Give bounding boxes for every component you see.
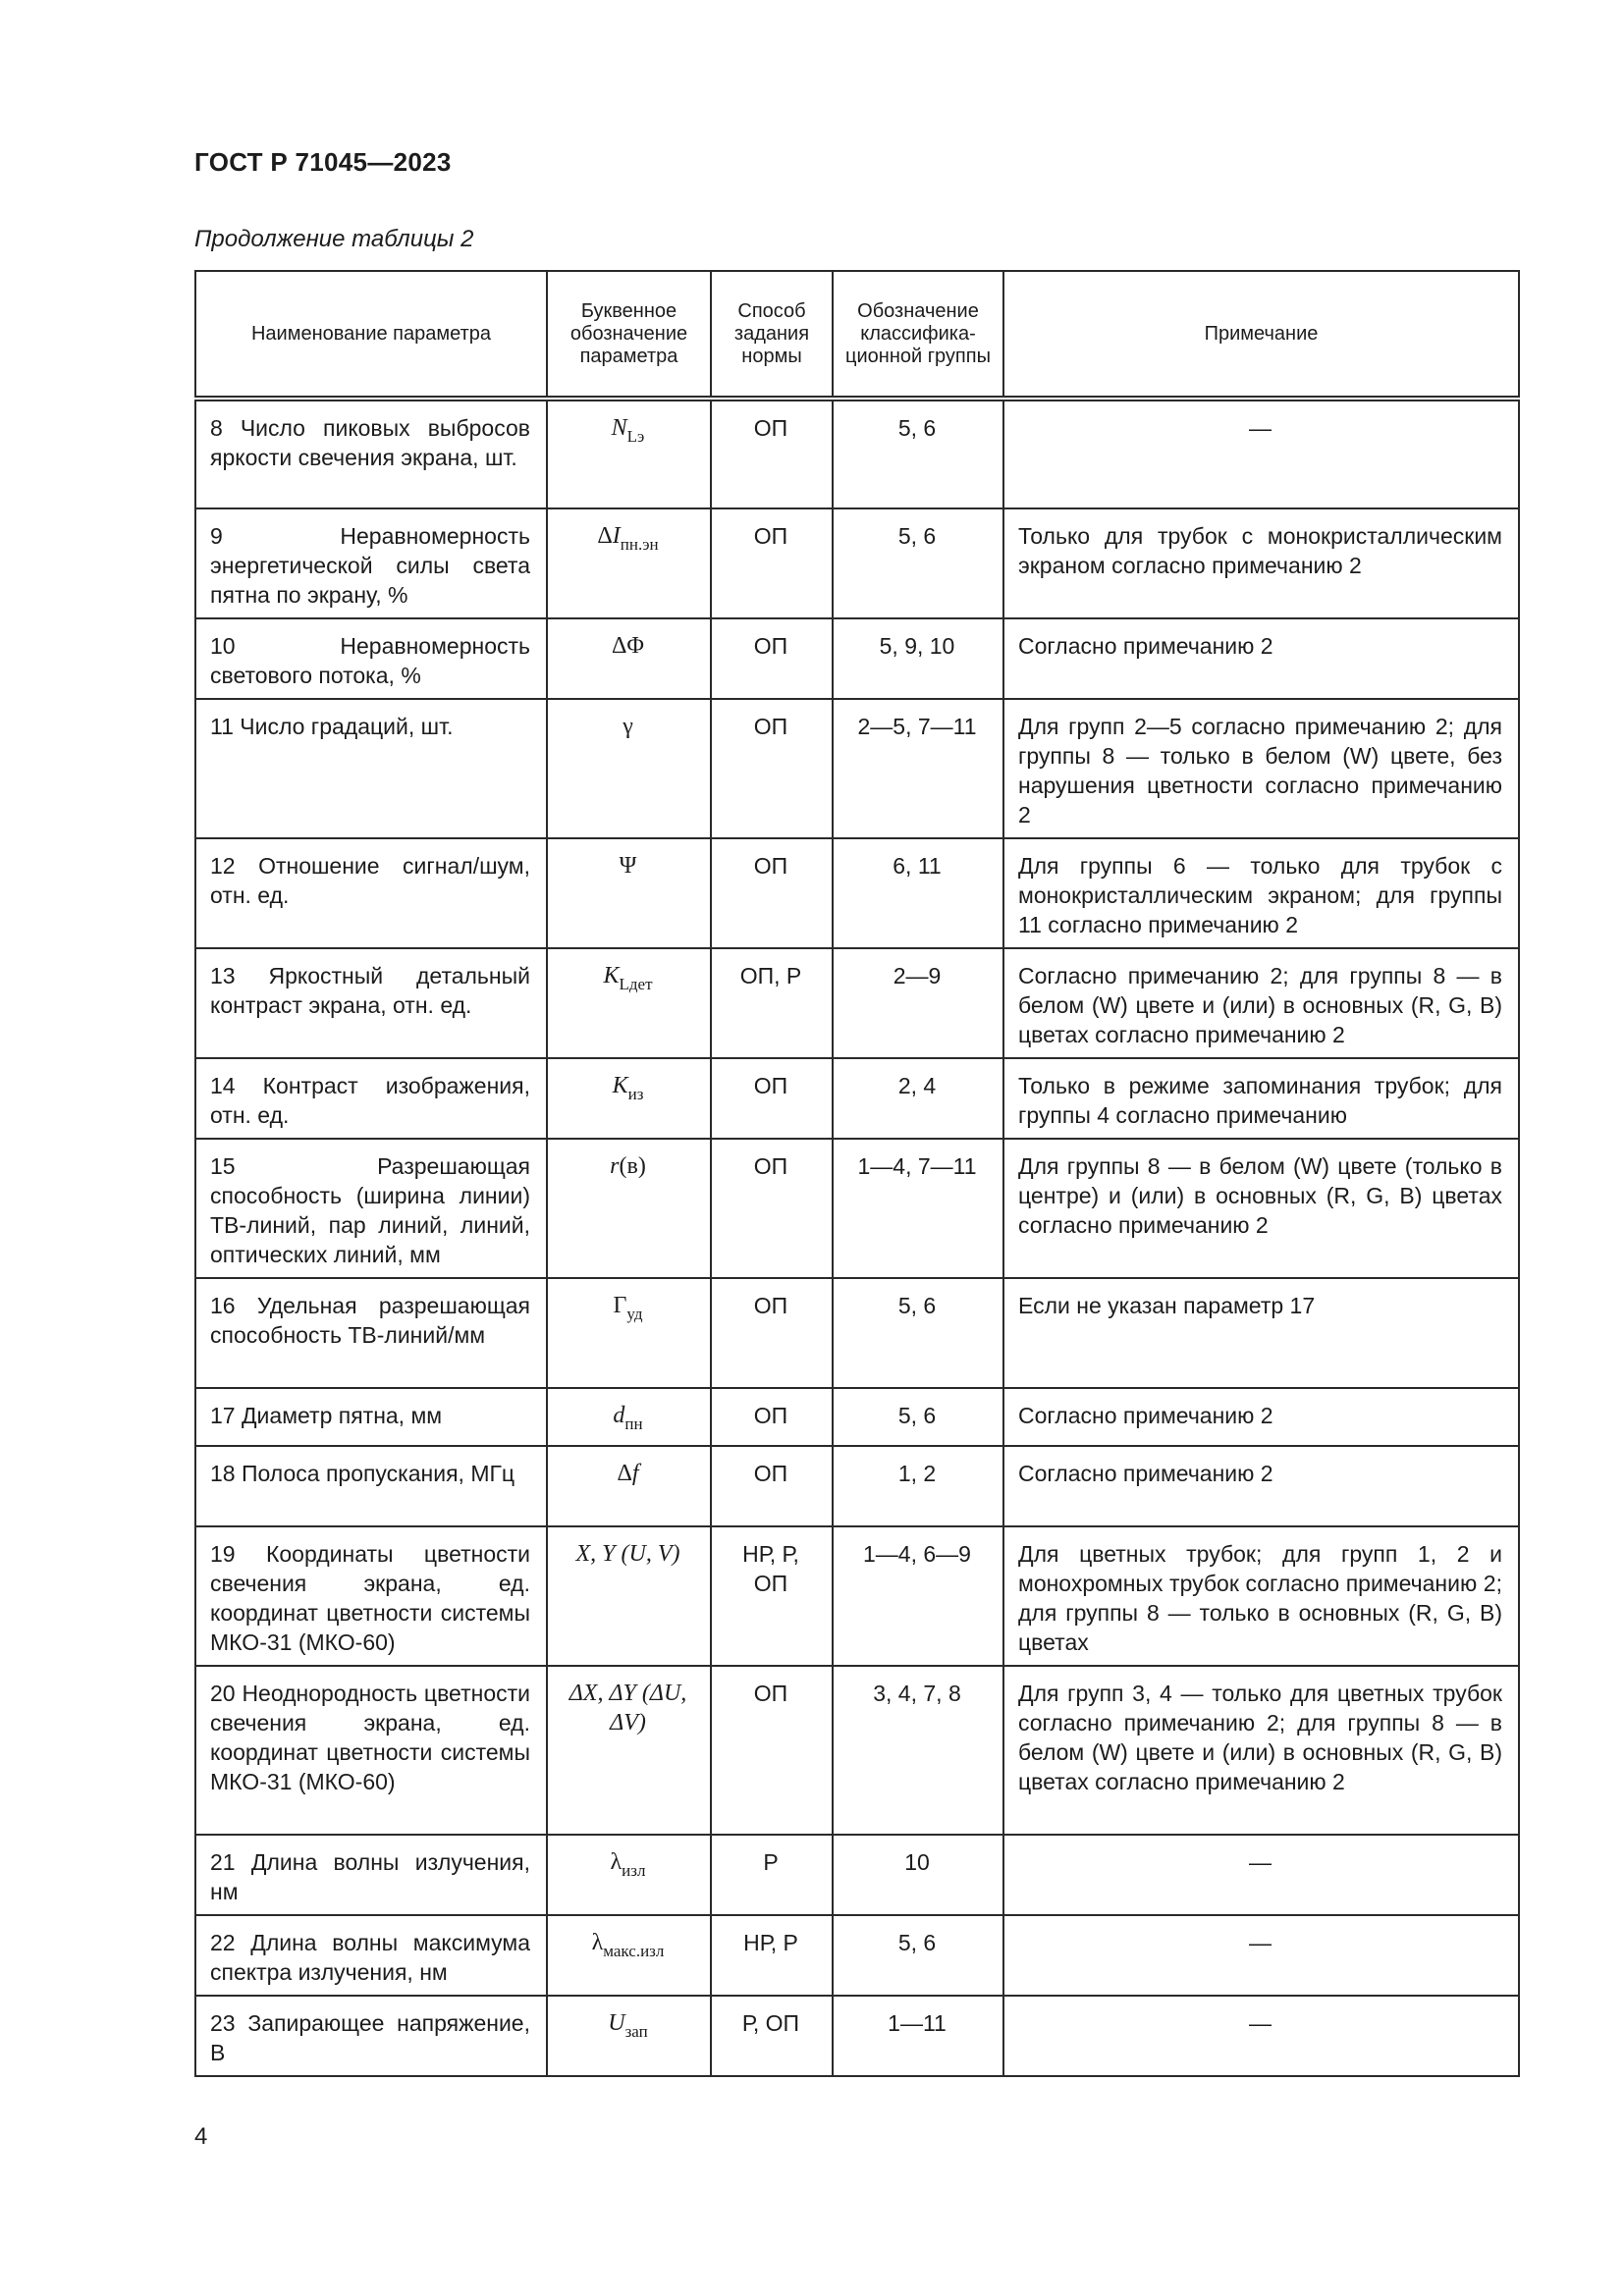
symbol-prefix: Ψ <box>619 853 637 879</box>
class-group: 1—4, 6—9 <box>833 1526 1003 1666</box>
table-row <box>195 1915 1519 1996</box>
symbol-base: N <box>611 415 627 441</box>
class-group: 2—5, 7—11 <box>833 699 1003 838</box>
table-header-row <box>195 271 1519 399</box>
symbol-prefix: λ <box>591 1930 604 1955</box>
parameter-name: 23 Запирающее напряжение, В <box>195 1996 547 2076</box>
table-row <box>195 508 1519 618</box>
table-row <box>195 948 1519 1058</box>
symbol-prefix: γ <box>623 714 633 739</box>
parameter-symbol <box>547 1996 711 2076</box>
parameter-symbol <box>547 1446 711 1526</box>
class-group: 2—9 <box>833 948 1003 1058</box>
class-group: 10 <box>833 1835 1003 1915</box>
norm-method: ОП <box>711 618 833 699</box>
symbol-subscript: зап <box>624 2022 648 2041</box>
column-header: Способ задания нормы <box>711 271 833 399</box>
table-body <box>195 399 1519 2076</box>
document-title: ГОСТ Р 71045—2023 <box>194 147 452 177</box>
norm-method: ОП <box>711 1139 833 1278</box>
parameter-name: 20 Неоднородность цветности свечения экрана, ед. координат цветности системы МКО-31 (МКО-60) <box>195 1666 547 1835</box>
symbol-prefix: Δ <box>597 523 613 549</box>
parameter-name: 12 Отношение сигнал/шум, отн. ед. <box>195 838 547 948</box>
symbol-base: r <box>610 1153 620 1179</box>
symbol-base: U <box>608 2010 625 2036</box>
parameter-symbol <box>547 1058 711 1139</box>
class-group: 6, 11 <box>833 838 1003 948</box>
symbol-prefix: λ <box>610 1849 623 1875</box>
table-row <box>195 1058 1519 1139</box>
table-row <box>195 1666 1519 1835</box>
norm-method: НР, Р, ОП <box>711 1526 833 1666</box>
symbol-base: K <box>612 1073 628 1098</box>
table-caption: Продолжение таблицы 2 <box>194 226 474 252</box>
parameter-name: 14 Контраст изображения, отн. ед. <box>195 1058 547 1139</box>
parameter-symbol <box>547 618 711 699</box>
symbol-subscript: пн.эн <box>620 535 659 554</box>
table-row <box>195 618 1519 699</box>
parameter-name: 17 Диаметр пятна, мм <box>195 1388 547 1446</box>
parameter-name: 21 Длина волны излучения, нм <box>195 1835 547 1915</box>
note: — <box>1003 1996 1519 2076</box>
parameter-symbol <box>547 1666 711 1835</box>
norm-method: ОП <box>711 1666 833 1835</box>
symbol-prefix: Г <box>613 1293 627 1318</box>
norm-method: Р <box>711 1835 833 1915</box>
class-group: 2, 4 <box>833 1058 1003 1139</box>
symbol-subscript: Lдет <box>619 975 653 993</box>
parameter-symbol <box>547 1388 711 1446</box>
parameter-symbol <box>547 399 711 508</box>
symbol-base: ΔX, ΔY (ΔU, ΔV) <box>568 1681 687 1735</box>
class-group: 5, 6 <box>833 508 1003 618</box>
symbol-base: d <box>613 1403 625 1428</box>
parameter-name: 16 Удельная разрешающая способность ТВ-линий/мм <box>195 1278 547 1388</box>
norm-method: ОП <box>711 1058 833 1139</box>
norm-method: ОП <box>711 1388 833 1446</box>
note: Только для трубок с монокристаллическим экраном согласно примечанию 2 <box>1003 508 1519 618</box>
parameter-symbol <box>547 1139 711 1278</box>
class-group: 5, 6 <box>833 1278 1003 1388</box>
norm-method: ОП <box>711 1278 833 1388</box>
class-group: 5, 6 <box>833 399 1003 508</box>
parameter-symbol <box>547 1835 711 1915</box>
symbol-subscript: пн <box>624 1415 643 1433</box>
note: Для группы 6 — только для трубок с монокристаллическим экраном; для группы 11 согласно примечанию 2 <box>1003 838 1519 948</box>
note: — <box>1003 1915 1519 1996</box>
parameter-symbol <box>547 948 711 1058</box>
parameter-symbol <box>547 1526 711 1666</box>
page-number: 4 <box>194 2123 208 2150</box>
note: Для групп 2—5 согласно примечанию 2; для группы 8 — только в белом (W) цвете, без нарушения цветности согласно примечанию 2 <box>1003 699 1519 838</box>
class-group: 5, 6 <box>833 1915 1003 1996</box>
parameter-symbol <box>547 1278 711 1388</box>
column-header: Наименование параметра <box>195 271 547 399</box>
symbol-base: K <box>603 963 620 988</box>
table-row <box>195 1446 1519 1526</box>
symbol-subscript: из <box>627 1085 644 1103</box>
table-row <box>195 699 1519 838</box>
symbol-subscript: макс.изл <box>603 1942 665 1960</box>
table-row <box>195 1388 1519 1446</box>
note: Для группы 8 — в белом (W) цвете (только в центре) и (или) в основных (R, G, B) цветах согласно примечанию 2 <box>1003 1139 1519 1278</box>
note: — <box>1003 1835 1519 1915</box>
column-header: Обозначение классифика-ционной группы <box>833 271 1003 399</box>
note: Согласно примечанию 2; для группы 8 — в белом (W) цвете и (или) в основных (R, G, B) цветах согласно примечанию 2 <box>1003 948 1519 1058</box>
note: Согласно примечанию 2 <box>1003 618 1519 699</box>
parameter-symbol <box>547 1915 711 1996</box>
parameter-name: 9 Неравномерность энергетической силы света пятна по экрану, % <box>195 508 547 618</box>
note: — <box>1003 399 1519 508</box>
norm-method: НР, Р <box>711 1915 833 1996</box>
class-group: 1—11 <box>833 1996 1003 2076</box>
class-group: 1—4, 7—11 <box>833 1139 1003 1278</box>
table-row <box>195 1139 1519 1278</box>
note: Если не указан параметр 17 <box>1003 1278 1519 1388</box>
parameter-name: 18 Полоса пропускания, МГц <box>195 1446 547 1526</box>
column-header: Примечание <box>1003 271 1519 399</box>
class-group: 5, 9, 10 <box>833 618 1003 699</box>
norm-method: ОП <box>711 1446 833 1526</box>
parameters-table <box>194 270 1520 2077</box>
symbol-suffix: (в) <box>619 1153 646 1179</box>
parameter-symbol <box>547 699 711 838</box>
table-row <box>195 1996 1519 2076</box>
parameter-name: 19 Координаты цветности свечения экрана, ед. координат цветности системы МКО-31 (МКО-60) <box>195 1526 547 1666</box>
symbol-subscript: изл <box>622 1861 646 1880</box>
note: Для цветных трубок; для групп 1, 2 и монохромных трубок согласно примечанию 2; для группы 8 — только в основных (R, G, B) цветах <box>1003 1526 1519 1666</box>
norm-method: ОП <box>711 838 833 948</box>
parameter-name: 8 Число пиковых выбросов яркости свечения экрана, шт. <box>195 399 547 508</box>
parameter-name: 10 Неравномерность светового потока, % <box>195 618 547 699</box>
class-group: 1, 2 <box>833 1446 1003 1526</box>
parameter-name: 11 Число градаций, шт. <box>195 699 547 838</box>
table-row <box>195 1278 1519 1388</box>
symbol-subscript: уд <box>626 1305 643 1323</box>
table-row <box>195 1526 1519 1666</box>
note: Только в режиме запоминания трубок; для группы 4 согласно примечанию <box>1003 1058 1519 1139</box>
parameter-name: 22 Длина волны максимума спектра излучения, нм <box>195 1915 547 1996</box>
class-group: 3, 4, 7, 8 <box>833 1666 1003 1835</box>
symbol-prefix: ΔΦ <box>612 633 644 659</box>
norm-method: ОП <box>711 699 833 838</box>
symbol-prefix: Δ <box>617 1461 632 1486</box>
norm-method: ОП <box>711 508 833 618</box>
parameter-symbol <box>547 838 711 948</box>
norm-method: ОП <box>711 399 833 508</box>
norm-method: Р, ОП <box>711 1996 833 2076</box>
class-group: 5, 6 <box>833 1388 1003 1446</box>
table-row <box>195 1835 1519 1915</box>
table-row <box>195 399 1519 508</box>
symbol-subscript: Lэ <box>626 427 645 446</box>
parameter-name: 15 Разрешающая способность (ширина линии) ТВ-линий, пар линий, линий, оптических линий, мм <box>195 1139 547 1278</box>
table-row <box>195 838 1519 948</box>
parameter-symbol <box>547 508 711 618</box>
note: Согласно примечанию 2 <box>1003 1446 1519 1526</box>
symbol-base: X, Y (U, V) <box>575 1541 680 1567</box>
symbol-base: f <box>631 1461 639 1486</box>
parameter-name: 13 Яркостный детальный контраст экрана, отн. ед. <box>195 948 547 1058</box>
note: Согласно примечанию 2 <box>1003 1388 1519 1446</box>
symbol-base: I <box>612 523 621 549</box>
column-header: Буквенное обозначение параметра <box>547 271 711 399</box>
norm-method: ОП, Р <box>711 948 833 1058</box>
note: Для групп 3, 4 — только для цветных трубок согласно примечанию 2; для группы 8 — в белом (W) цвете и (или) в основных (R, G, B) цветах согласно примечанию 2 <box>1003 1666 1519 1835</box>
